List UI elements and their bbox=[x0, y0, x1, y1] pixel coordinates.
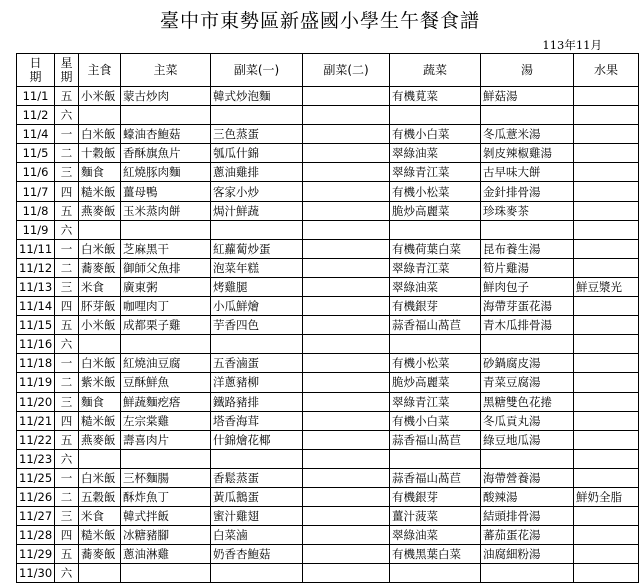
table-row bbox=[17, 239, 639, 258]
main-dish-cell: 紅燒豚肉麵 bbox=[121, 163, 211, 182]
side-dish-2-cell bbox=[303, 354, 390, 373]
fruit-cell bbox=[574, 106, 639, 125]
date-cell: 11/1 bbox=[17, 87, 55, 106]
staple-cell bbox=[79, 564, 121, 583]
side-dish-2-cell bbox=[303, 316, 390, 335]
side-dish-2-cell bbox=[303, 335, 390, 354]
side-dish-2-cell bbox=[303, 277, 390, 296]
side-dish-1-cell bbox=[211, 449, 303, 468]
side-dish-1-cell: 香鬆蒸蛋 bbox=[211, 468, 303, 487]
vegetable-cell: 有機銀芽 bbox=[390, 487, 481, 506]
side-dish-1-cell: 蜜汁雞翅 bbox=[211, 507, 303, 526]
vegetable-cell: 蒜香福山萵苣 bbox=[390, 316, 481, 335]
soup-cell: 剝皮辣椒雞湯 bbox=[481, 144, 574, 163]
side-dish-2-cell bbox=[303, 468, 390, 487]
weekday-cell: 六 bbox=[55, 449, 79, 468]
weekday-cell: 二 bbox=[55, 487, 79, 506]
header-soup: 湯 bbox=[481, 54, 574, 87]
staple-cell: 紫米飯 bbox=[79, 373, 121, 392]
main-dish-cell: 蔥油淋雞 bbox=[121, 545, 211, 564]
main-dish-cell: 廣東粥 bbox=[121, 277, 211, 296]
side-dish-2-cell bbox=[303, 526, 390, 545]
main-dish-cell bbox=[121, 220, 211, 239]
fruit-cell bbox=[574, 526, 639, 545]
date-cell: 11/26 bbox=[17, 487, 55, 506]
side-dish-1-cell: 泡菜年糕 bbox=[211, 258, 303, 277]
weekday-cell: 六 bbox=[55, 220, 79, 239]
vegetable-cell: 翠綠青江菜 bbox=[390, 392, 481, 411]
soup-cell: 海帶芽蛋花湯 bbox=[481, 297, 574, 316]
side-dish-1-cell: 韓式炒泡麵 bbox=[211, 87, 303, 106]
date-cell: 11/12 bbox=[17, 258, 55, 277]
staple-cell: 白米飯 bbox=[79, 239, 121, 258]
date-cell: 11/2 bbox=[17, 106, 55, 125]
side-dish-1-cell bbox=[211, 220, 303, 239]
main-dish-cell bbox=[121, 106, 211, 125]
staple-cell: 燕麥飯 bbox=[79, 201, 121, 220]
date-cell: 11/4 bbox=[17, 125, 55, 144]
main-dish-cell: 冰糖豬腳 bbox=[121, 526, 211, 545]
table-row bbox=[17, 354, 639, 373]
main-dish-cell: 紅燒油豆腐 bbox=[121, 354, 211, 373]
side-dish-2-cell bbox=[303, 373, 390, 392]
fruit-cell bbox=[574, 258, 639, 277]
soup-cell: 青菜豆腐湯 bbox=[481, 373, 574, 392]
table-row bbox=[17, 545, 639, 564]
fruit-cell bbox=[574, 182, 639, 201]
vegetable-cell: 脆炒高麗菜 bbox=[390, 373, 481, 392]
side-dish-2-cell bbox=[303, 258, 390, 277]
weekday-cell: 一 bbox=[55, 468, 79, 487]
staple-cell: 糙米飯 bbox=[79, 182, 121, 201]
weekday-cell: 二 bbox=[55, 258, 79, 277]
vegetable-cell: 翠綠青江菜 bbox=[390, 258, 481, 277]
main-dish-cell: 成都栗子雞 bbox=[121, 316, 211, 335]
table-row bbox=[17, 526, 639, 545]
soup-cell: 砂鍋腐皮湯 bbox=[481, 354, 574, 373]
weekday-cell: 五 bbox=[55, 545, 79, 564]
staple-cell bbox=[79, 220, 121, 239]
soup-cell: 鮮菇湯 bbox=[481, 87, 574, 106]
vegetable-cell: 有機銀芽 bbox=[390, 297, 481, 316]
side-dish-1-cell: 瓠瓜什錦 bbox=[211, 144, 303, 163]
side-dish-2-cell bbox=[303, 297, 390, 316]
vegetable-cell: 有機黑葉白菜 bbox=[390, 545, 481, 564]
table-row bbox=[17, 430, 639, 449]
weekday-cell: 三 bbox=[55, 507, 79, 526]
soup-cell: 酸辣湯 bbox=[481, 487, 574, 506]
weekday-cell: 二 bbox=[55, 144, 79, 163]
header-staple: 主食 bbox=[79, 54, 121, 87]
period-label: 113年11月 bbox=[542, 38, 602, 52]
weekday-cell: 四 bbox=[55, 526, 79, 545]
header-fruit: 水果 bbox=[574, 54, 639, 87]
table-row bbox=[17, 297, 639, 316]
fruit-cell bbox=[574, 449, 639, 468]
side-dish-1-cell: 鐵路豬排 bbox=[211, 392, 303, 411]
vegetable-cell: 有機荷葉白菜 bbox=[390, 239, 481, 258]
vegetable-cell: 有機小松菜 bbox=[390, 354, 481, 373]
vegetable-cell bbox=[390, 564, 481, 583]
side-dish-1-cell: 什錦燴花椰 bbox=[211, 430, 303, 449]
date-cell: 11/21 bbox=[17, 411, 55, 430]
side-dish-1-cell: 三色蒸蛋 bbox=[211, 125, 303, 144]
weekday-cell: 六 bbox=[55, 106, 79, 125]
weekday-cell: 二 bbox=[55, 373, 79, 392]
date-cell: 11/19 bbox=[17, 373, 55, 392]
vegetable-cell: 翠綠油菜 bbox=[390, 144, 481, 163]
menu-table bbox=[16, 53, 639, 583]
main-dish-cell: 蒙古炒肉 bbox=[121, 87, 211, 106]
table-header-row bbox=[17, 54, 639, 87]
soup-cell: 黑糖雙色花捲 bbox=[481, 392, 574, 411]
side-dish-2-cell bbox=[303, 392, 390, 411]
side-dish-1-cell bbox=[211, 564, 303, 583]
side-dish-1-cell: 蔥油雞排 bbox=[211, 163, 303, 182]
staple-cell: 麵食 bbox=[79, 163, 121, 182]
main-dish-cell: 豆酥鮮魚 bbox=[121, 373, 211, 392]
weekday-cell: 三 bbox=[55, 392, 79, 411]
soup-cell: 綠豆地瓜湯 bbox=[481, 430, 574, 449]
side-dish-2-cell bbox=[303, 182, 390, 201]
main-dish-cell: 左宗棠雞 bbox=[121, 411, 211, 430]
header-weekday: 星 期 bbox=[55, 54, 79, 87]
side-dish-2-cell bbox=[303, 239, 390, 258]
soup-cell: 冬瓜貢丸湯 bbox=[481, 411, 574, 430]
table-row bbox=[17, 182, 639, 201]
weekday-cell: 五 bbox=[55, 316, 79, 335]
side-dish-2-cell bbox=[303, 411, 390, 430]
side-dish-2-cell bbox=[303, 144, 390, 163]
soup-cell: 筍片雞湯 bbox=[481, 258, 574, 277]
weekday-cell: 五 bbox=[55, 430, 79, 449]
staple-cell: 米食 bbox=[79, 507, 121, 526]
soup-cell: 昆布養生湯 bbox=[481, 239, 574, 258]
side-dish-2-cell bbox=[303, 220, 390, 239]
header-date: 日 期 bbox=[17, 54, 55, 87]
date-cell: 11/22 bbox=[17, 430, 55, 449]
fruit-cell bbox=[574, 335, 639, 354]
main-dish-cell: 韓式拌飯 bbox=[121, 507, 211, 526]
date-cell: 11/20 bbox=[17, 392, 55, 411]
fruit-cell bbox=[574, 545, 639, 564]
weekday-cell: 六 bbox=[55, 564, 79, 583]
soup-cell: 油腐細粉湯 bbox=[481, 545, 574, 564]
side-dish-1-cell bbox=[211, 335, 303, 354]
soup-cell bbox=[481, 335, 574, 354]
fruit-cell bbox=[574, 373, 639, 392]
side-dish-1-cell bbox=[211, 106, 303, 125]
fruit-cell: 鮮奶全脂 bbox=[574, 487, 639, 506]
soup-cell bbox=[481, 220, 574, 239]
main-dish-cell: 酥炸魚丁 bbox=[121, 487, 211, 506]
staple-cell: 十穀飯 bbox=[79, 144, 121, 163]
vegetable-cell: 翠綠青江菜 bbox=[390, 163, 481, 182]
vegetable-cell: 有機莧菜 bbox=[390, 87, 481, 106]
table-row bbox=[17, 564, 639, 583]
soup-cell: 金針排骨湯 bbox=[481, 182, 574, 201]
weekday-cell: 六 bbox=[55, 335, 79, 354]
main-dish-cell: 鮮蔬麵疙瘩 bbox=[121, 392, 211, 411]
weekday-cell: 四 bbox=[55, 297, 79, 316]
vegetable-cell bbox=[390, 106, 481, 125]
side-dish-2-cell bbox=[303, 163, 390, 182]
weekday-cell: 一 bbox=[55, 239, 79, 258]
date-cell: 11/28 bbox=[17, 526, 55, 545]
header-veg: 蔬菜 bbox=[390, 54, 481, 87]
staple-cell: 蕎麥飯 bbox=[79, 545, 121, 564]
side-dish-1-cell: 塔香海茸 bbox=[211, 411, 303, 430]
date-cell: 11/15 bbox=[17, 316, 55, 335]
vegetable-cell bbox=[390, 449, 481, 468]
staple-cell: 糙米飯 bbox=[79, 526, 121, 545]
date-cell: 11/8 bbox=[17, 201, 55, 220]
side-dish-1-cell: 五香滷蛋 bbox=[211, 354, 303, 373]
side-dish-2-cell bbox=[303, 106, 390, 125]
staple-cell: 五穀飯 bbox=[79, 487, 121, 506]
table-row bbox=[17, 106, 639, 125]
fruit-cell bbox=[574, 144, 639, 163]
table-row bbox=[17, 201, 639, 220]
fruit-cell bbox=[574, 201, 639, 220]
date-cell: 11/11 bbox=[17, 239, 55, 258]
table-row bbox=[17, 220, 639, 239]
staple-cell: 小米飯 bbox=[79, 87, 121, 106]
header-main: 主菜 bbox=[121, 54, 211, 87]
table-row bbox=[17, 258, 639, 277]
date-cell: 11/25 bbox=[17, 468, 55, 487]
table-row bbox=[17, 125, 639, 144]
date-cell: 11/23 bbox=[17, 449, 55, 468]
table-row bbox=[17, 392, 639, 411]
staple-cell: 白米飯 bbox=[79, 354, 121, 373]
main-dish-cell: 香酥旗魚片 bbox=[121, 144, 211, 163]
vegetable-cell: 蒜香福山萵苣 bbox=[390, 468, 481, 487]
table-row bbox=[17, 163, 639, 182]
side-dish-1-cell: 洋蔥豬柳 bbox=[211, 373, 303, 392]
table-row bbox=[17, 468, 639, 487]
date-cell: 11/6 bbox=[17, 163, 55, 182]
table-row bbox=[17, 411, 639, 430]
soup-cell: 珍珠麥茶 bbox=[481, 201, 574, 220]
table-row bbox=[17, 487, 639, 506]
staple-cell: 米食 bbox=[79, 277, 121, 296]
vegetable-cell: 有機小白菜 bbox=[390, 125, 481, 144]
table-row bbox=[17, 449, 639, 468]
staple-cell: 肧芽飯 bbox=[79, 297, 121, 316]
side-dish-1-cell: 白菜滷 bbox=[211, 526, 303, 545]
side-dish-2-cell bbox=[303, 430, 390, 449]
table-row bbox=[17, 277, 639, 296]
soup-cell: 鮮肉包子 bbox=[481, 277, 574, 296]
date-cell: 11/9 bbox=[17, 220, 55, 239]
side-dish-1-cell: 烤雞腿 bbox=[211, 277, 303, 296]
header-side2: 副菜(二) bbox=[303, 54, 390, 87]
fruit-cell bbox=[574, 316, 639, 335]
main-dish-cell: 玉米蒸肉餅 bbox=[121, 201, 211, 220]
main-dish-cell bbox=[121, 335, 211, 354]
fruit-cell bbox=[574, 354, 639, 373]
fruit-cell bbox=[574, 125, 639, 144]
side-dish-2-cell bbox=[303, 545, 390, 564]
staple-cell: 糙米飯 bbox=[79, 411, 121, 430]
vegetable-cell: 脆炒高麗菜 bbox=[390, 201, 481, 220]
side-dish-2-cell bbox=[303, 87, 390, 106]
soup-cell bbox=[481, 106, 574, 125]
table-row bbox=[17, 87, 639, 106]
soup-cell: 青木瓜排骨湯 bbox=[481, 316, 574, 335]
page-title: 臺中市東勢區新盛國小學生午餐食譜 bbox=[159, 10, 480, 32]
weekday-cell: 一 bbox=[55, 125, 79, 144]
side-dish-1-cell: 客家小炒 bbox=[211, 182, 303, 201]
fruit-cell bbox=[574, 163, 639, 182]
vegetable-cell: 翠綠油菜 bbox=[390, 526, 481, 545]
fruit-cell bbox=[574, 87, 639, 106]
staple-cell: 小米飯 bbox=[79, 316, 121, 335]
vegetable-cell: 薑汁菠菜 bbox=[390, 507, 481, 526]
side-dish-1-cell: 焗汁鮮蔬 bbox=[211, 201, 303, 220]
staple-cell: 麵食 bbox=[79, 392, 121, 411]
main-dish-cell: 芝麻黑干 bbox=[121, 239, 211, 258]
fruit-cell bbox=[574, 392, 639, 411]
table-body bbox=[17, 87, 639, 583]
main-dish-cell: 咖哩肉丁 bbox=[121, 297, 211, 316]
date-cell: 11/18 bbox=[17, 354, 55, 373]
soup-cell: 海帶營養湯 bbox=[481, 468, 574, 487]
soup-cell bbox=[481, 449, 574, 468]
staple-cell bbox=[79, 335, 121, 354]
fruit-cell bbox=[574, 411, 639, 430]
side-dish-2-cell bbox=[303, 564, 390, 583]
weekday-cell: 四 bbox=[55, 182, 79, 201]
date-cell: 11/13 bbox=[17, 277, 55, 296]
side-dish-2-cell bbox=[303, 449, 390, 468]
fruit-cell bbox=[574, 507, 639, 526]
table-row bbox=[17, 507, 639, 526]
table-row bbox=[17, 144, 639, 163]
weekday-cell: 五 bbox=[55, 201, 79, 220]
fruit-cell bbox=[574, 220, 639, 239]
table-row bbox=[17, 316, 639, 335]
date-cell: 11/16 bbox=[17, 335, 55, 354]
side-dish-1-cell: 小瓜鮮燴 bbox=[211, 297, 303, 316]
header-side1: 副菜(一) bbox=[211, 54, 303, 87]
staple-cell: 燕麥飯 bbox=[79, 430, 121, 449]
soup-cell: 結頭排骨湯 bbox=[481, 507, 574, 526]
weekday-cell: 五 bbox=[55, 87, 79, 106]
weekday-cell: 三 bbox=[55, 277, 79, 296]
date-cell: 11/30 bbox=[17, 564, 55, 583]
staple-cell bbox=[79, 106, 121, 125]
staple-cell: 蕎麥飯 bbox=[79, 258, 121, 277]
fruit-cell bbox=[574, 297, 639, 316]
fruit-cell bbox=[574, 564, 639, 583]
vegetable-cell: 蒜香福山萵苣 bbox=[390, 430, 481, 449]
soup-cell: 古早味大餅 bbox=[481, 163, 574, 182]
side-dish-2-cell bbox=[303, 487, 390, 506]
weekday-cell: 四 bbox=[55, 411, 79, 430]
side-dish-2-cell bbox=[303, 507, 390, 526]
date-cell: 11/14 bbox=[17, 297, 55, 316]
staple-cell: 白米飯 bbox=[79, 468, 121, 487]
main-dish-cell bbox=[121, 564, 211, 583]
side-dish-1-cell: 黃瓜鵝蛋 bbox=[211, 487, 303, 506]
fruit-cell bbox=[574, 468, 639, 487]
side-dish-2-cell bbox=[303, 125, 390, 144]
date-cell: 11/5 bbox=[17, 144, 55, 163]
soup-cell bbox=[481, 564, 574, 583]
vegetable-cell: 翠綠油菜 bbox=[390, 277, 481, 296]
main-dish-cell: 三杯麵腸 bbox=[121, 468, 211, 487]
main-dish-cell: 御師父魚排 bbox=[121, 258, 211, 277]
soup-cell: 蕃茄蛋花湯 bbox=[481, 526, 574, 545]
vegetable-cell: 有機小白菜 bbox=[390, 411, 481, 430]
table-row bbox=[17, 335, 639, 354]
side-dish-1-cell: 奶香杏鮑菇 bbox=[211, 545, 303, 564]
fruit-cell bbox=[574, 239, 639, 258]
main-dish-cell: 壽喜肉片 bbox=[121, 430, 211, 449]
vegetable-cell bbox=[390, 335, 481, 354]
main-dish-cell bbox=[121, 449, 211, 468]
side-dish-2-cell bbox=[303, 201, 390, 220]
vegetable-cell: 有機小松菜 bbox=[390, 182, 481, 201]
side-dish-1-cell: 紅蘿蔔炒蛋 bbox=[211, 239, 303, 258]
main-dish-cell: 蠔油杏鮑菇 bbox=[121, 125, 211, 144]
date-cell: 11/7 bbox=[17, 182, 55, 201]
main-dish-cell: 薑母鴨 bbox=[121, 182, 211, 201]
table-row bbox=[17, 373, 639, 392]
date-cell: 11/29 bbox=[17, 545, 55, 564]
soup-cell: 冬瓜薏米湯 bbox=[481, 125, 574, 144]
side-dish-1-cell: 芋香四色 bbox=[211, 316, 303, 335]
staple-cell bbox=[79, 449, 121, 468]
weekday-cell: 三 bbox=[55, 163, 79, 182]
fruit-cell bbox=[574, 430, 639, 449]
staple-cell: 白米飯 bbox=[79, 125, 121, 144]
vegetable-cell bbox=[390, 220, 481, 239]
date-cell: 11/27 bbox=[17, 507, 55, 526]
weekday-cell: 一 bbox=[55, 354, 79, 373]
fruit-cell: 鮮豆漿光 bbox=[574, 277, 639, 296]
